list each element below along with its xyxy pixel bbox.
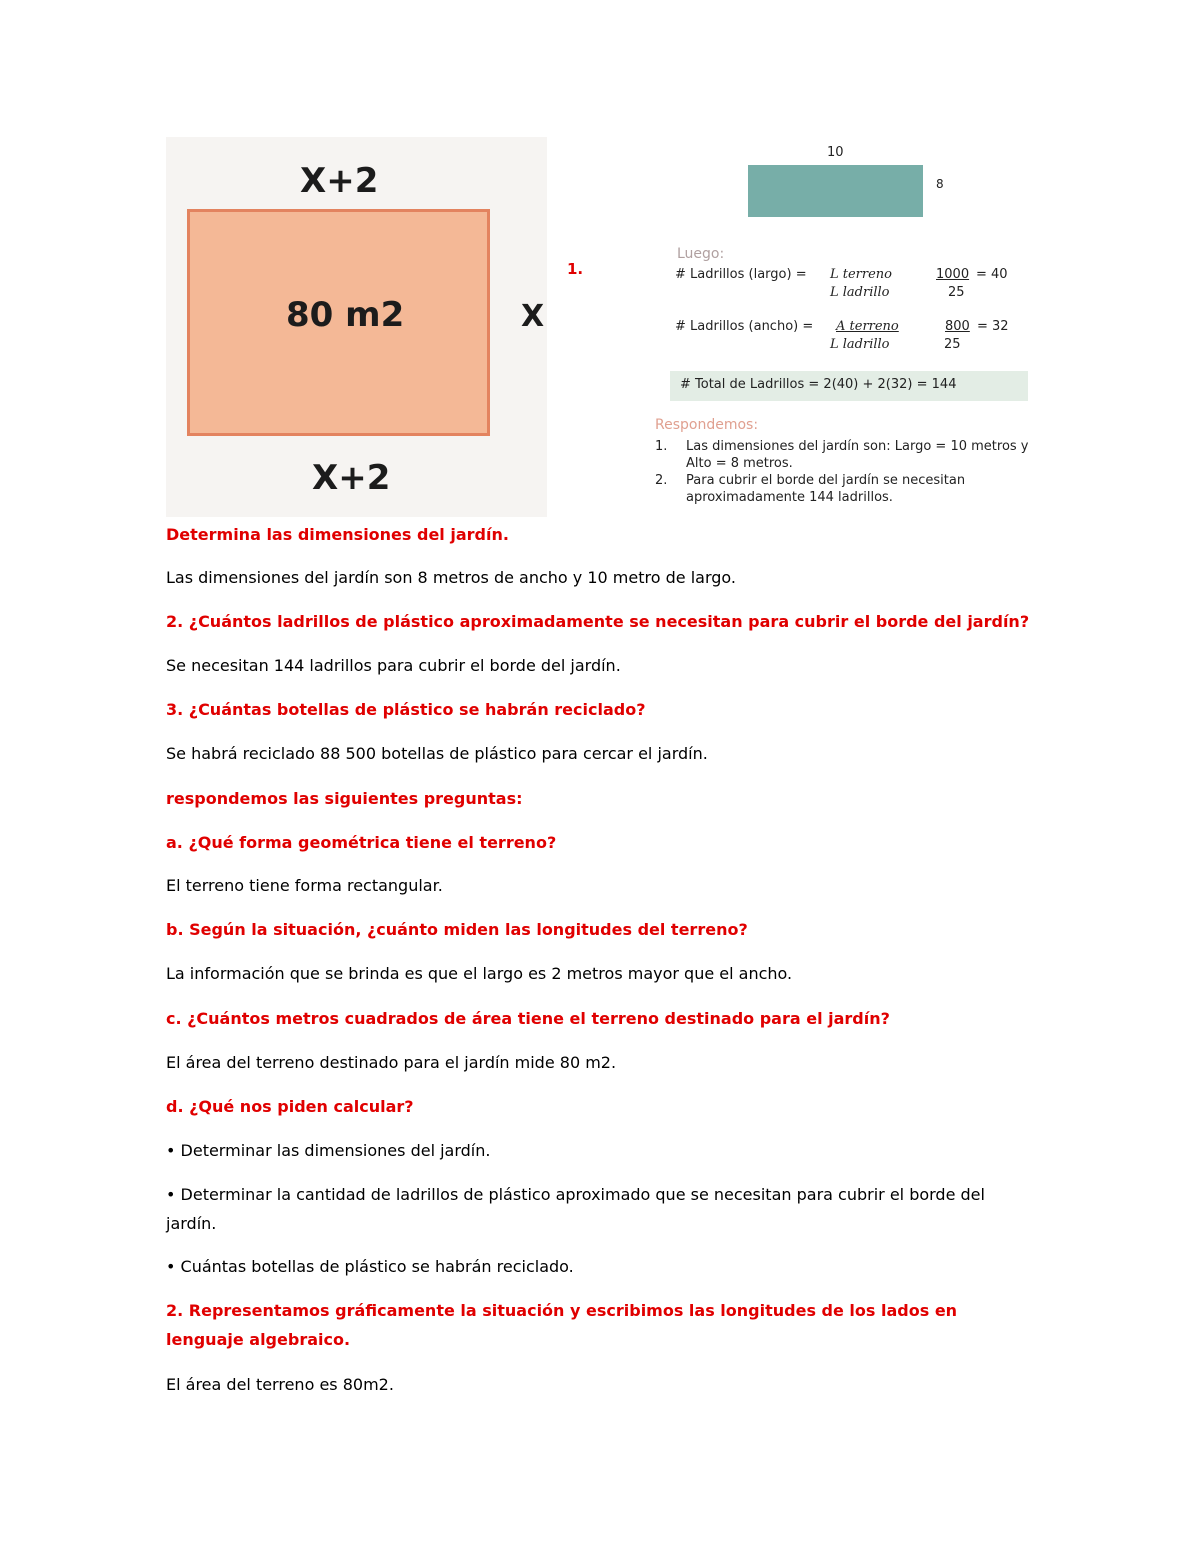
- eq1-num-val: 1000: [936, 267, 970, 282]
- resp1-line1: Las dimensiones del jardín son: Largo = 10 metros y: [686, 439, 1029, 454]
- answer-representation: El área del terreno es 80m2.: [166, 1375, 394, 1394]
- side-label: X: [521, 299, 545, 334]
- question-a: a. ¿Qué forma geométrica tiene el terreno?: [166, 833, 557, 852]
- bottom-side-label: X+2: [312, 458, 391, 498]
- dim-side-label: 8: [936, 177, 944, 191]
- eq1-den-var: L ladrillo: [830, 285, 890, 300]
- answer-b: La información que se brinda es que el largo es 2 metros mayor que el ancho.: [166, 964, 793, 983]
- eq1-prefix: # Ladrillos (largo) =: [675, 267, 807, 282]
- eq1-result: = 40: [976, 267, 1008, 282]
- question-c: c. ¿Cuántos metros cuadrados de área tiene el terreno destinado para el jardín?: [166, 1009, 890, 1028]
- question-representation: 2. Representamos gráficamente la situación y escribimos las longitudes de los lados en lenguaje algebraico.: [166, 1301, 958, 1349]
- question-dimensions: Determina las dimensiones del jardín.: [166, 525, 509, 544]
- bullet-item: • Cuántas botellas de plástico se habrán reciclado.: [166, 1257, 574, 1276]
- resp2-number: 2.: [655, 473, 668, 488]
- eq2-den-var: L ladrillo: [830, 337, 890, 352]
- answer-dimensions: Las dimensiones del jardín son 8 metros de ancho y 10 metro de largo.: [166, 568, 736, 587]
- answer-a: El terreno tiene forma rectangular.: [166, 876, 443, 895]
- eq2-den-val: 25: [944, 337, 961, 352]
- scaled-rectangle: [748, 165, 923, 217]
- question-bricks: 2. ¿Cuántos ladrillos de plástico aproximadamente se necesitan para cubrir el borde del jardín?: [166, 612, 1030, 631]
- question-bottles: 3. ¿Cuántas botellas de plástico se habrán reciclado?: [166, 700, 646, 719]
- bullet-item: • Determinar las dimensiones del jardín.: [166, 1141, 491, 1160]
- eq2-num-val: 800: [945, 319, 970, 334]
- answer-bricks: Se necesitan 144 ladrillos para cubrir el borde del jardín.: [166, 656, 621, 675]
- top-side-label: X+2: [300, 161, 379, 201]
- eq1-num-var: L terreno: [830, 267, 893, 282]
- resp1-line2: Alto = 8 metros.: [686, 456, 793, 471]
- item-number: 1.: [567, 260, 584, 278]
- question-b: b. Según la situación, ¿cuánto miden las longitudes del terreno?: [166, 920, 748, 939]
- bullet-item: • Determinar la cantidad de ladrillos de plástico aproximado que se necesitan para cubrir el borde del jardín.: [166, 1185, 985, 1233]
- eq2-num-var: A terreno: [836, 319, 899, 334]
- area-label: 80 m2: [286, 295, 405, 335]
- resp2-line1: Para cubrir el borde del jardín se necesitan: [686, 473, 966, 488]
- eq2-prefix: # Ladrillos (ancho) =: [675, 319, 814, 334]
- eq1-den-val: 25: [948, 285, 965, 300]
- dim-top-label: 10: [827, 145, 844, 160]
- garden-diagram: [166, 137, 547, 517]
- question-d: d. ¿Qué nos piden calcular?: [166, 1097, 414, 1116]
- answer-bottles: Se habrá reciclado 88 500 botellas de plástico para cercar el jardín.: [166, 744, 708, 763]
- eq2-result: = 32: [977, 319, 1009, 334]
- resp2-line2: aproximadamente 144 ladrillos.: [686, 490, 893, 505]
- luego-heading: Luego:: [677, 246, 725, 262]
- answer-c: El área del terreno destinado para el jardín mide 80 m2.: [166, 1053, 617, 1072]
- section-heading: respondemos las siguientes preguntas:: [166, 789, 523, 808]
- respondemos-heading: Respondemos:: [655, 417, 759, 433]
- total-line: # Total de Ladrillos = 2(40) + 2(32) = 144: [680, 377, 957, 392]
- resp1-number: 1.: [655, 439, 668, 454]
- solution-image: [640, 140, 1090, 510]
